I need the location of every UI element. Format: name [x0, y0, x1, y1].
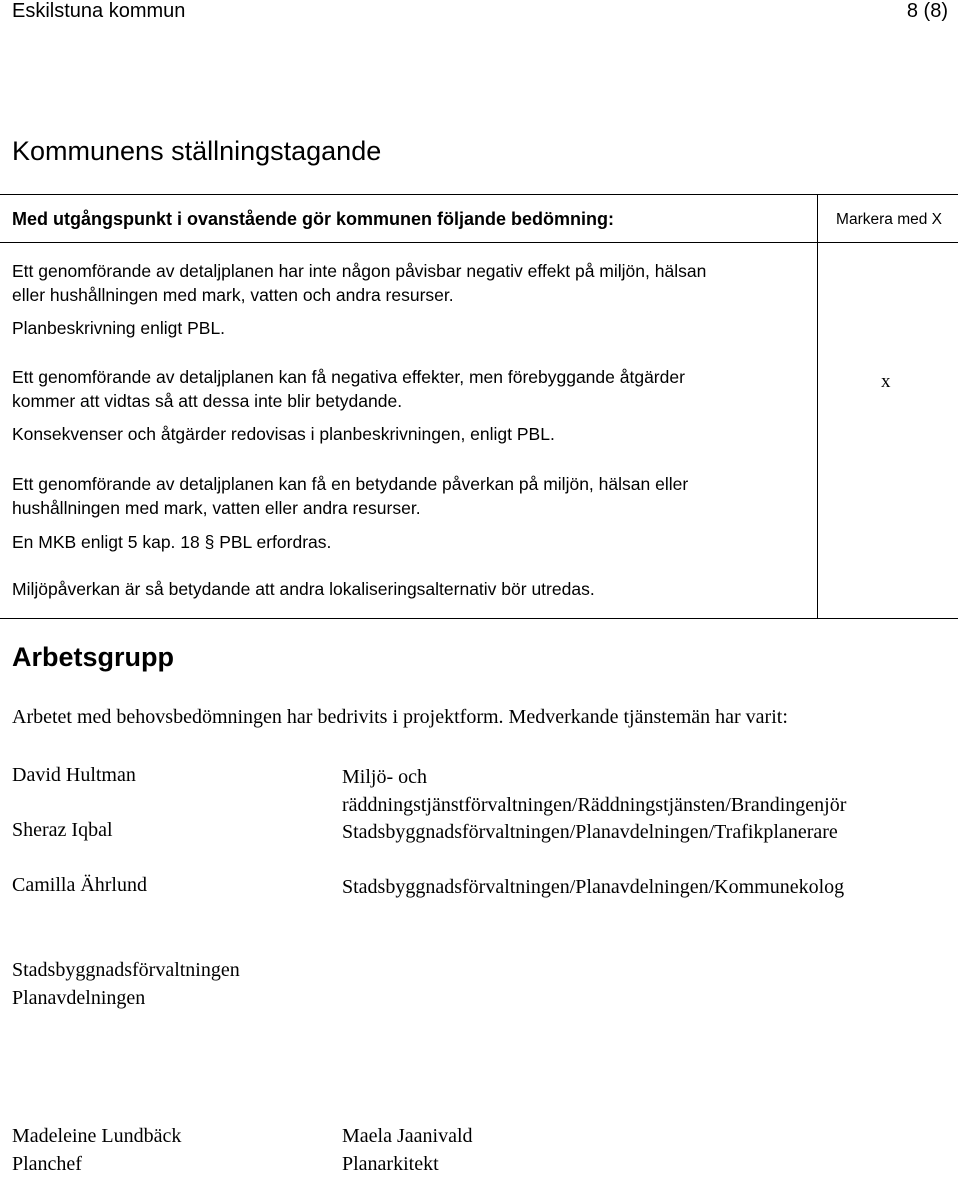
header-row-divider — [0, 242, 958, 243]
page-number: 8 (8) — [906, 0, 948, 22]
department-line: Planavdelningen — [12, 987, 146, 1009]
option-3-line-2: hushållningen med mark, vatten eller andra resurser. — [12, 498, 421, 518]
option-2-note: Konsekvenser och åtgärder redovisas i planbeskrivningen, enligt PBL. — [12, 424, 555, 444]
option-2-line-2: kommer att vidtas så att dessa inte blir betydande. — [12, 391, 403, 411]
option-1-line-1: Ett genomförande av detaljplanen har inte någon påvisbar negativ effekt på miljön, hälsan — [12, 261, 707, 281]
member-name: David Hultman — [12, 764, 136, 786]
mark-column-header: Markera med X — [836, 211, 942, 228]
assessment-table — [0, 194, 958, 619]
option-3-note: En MKB enligt 5 kap. 18 § PBL erfordras. — [12, 532, 332, 552]
department-line: Stadsbyggnadsförvaltningen — [12, 959, 240, 981]
member-role-line: Stadsbyggnadsförvaltningen/Planavdelningen/Kommunekolog — [342, 876, 845, 898]
member-name: Camilla Ährlund — [12, 874, 147, 896]
option-2-line-1: Ett genomförande av detaljplanen kan få negativa effekter, men förebyggande åtgärder — [12, 367, 685, 387]
header-organization: Eskilstuna kommun — [12, 0, 186, 22]
signatory-name: Madeleine Lundbäck — [12, 1125, 182, 1147]
option-1-line-2: eller hushållningen med mark, vatten och andra resurser. — [12, 285, 454, 305]
column-divider — [817, 195, 818, 618]
member-role-line: Miljö- och — [342, 766, 427, 788]
signatory-title: Planchef — [12, 1153, 82, 1175]
option-1-note: Planbeskrivning enligt PBL. — [12, 318, 226, 338]
section-title-stallningstagande: Kommunens ställningstagande — [12, 136, 382, 166]
option-3-line-1: Ett genomförande av detaljplanen kan få en betydande påverkan på miljön, hälsan eller — [12, 474, 689, 494]
member-role-line: Stadsbyggnadsförvaltningen/Planavdelningen/Trafikplanerare — [342, 821, 838, 843]
option-4-line-1: Miljöpåverkan är så betydande att andra lokaliseringsalternativ bör utredas. — [12, 579, 595, 599]
section-title-arbetsgrupp: Arbetsgrupp — [12, 642, 174, 672]
signatory-title: Planarkitekt — [342, 1153, 439, 1175]
member-role-line: räddningstjänstförvaltningen/Räddningstjänsten/Brandingenjör — [342, 794, 847, 816]
arbetsgrupp-intro: Arbetet med behovsbedömningen har bedrivits i projektform. Medverkande tjänstemän har varit: — [12, 706, 788, 728]
assessment-intro: Med utgångspunkt i ovanstående gör kommunen följande bedömning: — [12, 209, 615, 229]
signatory-name: Maela Jaanivald — [342, 1125, 473, 1147]
member-name: Sheraz Iqbal — [12, 819, 113, 841]
selected-option-mark: x — [881, 371, 891, 392]
